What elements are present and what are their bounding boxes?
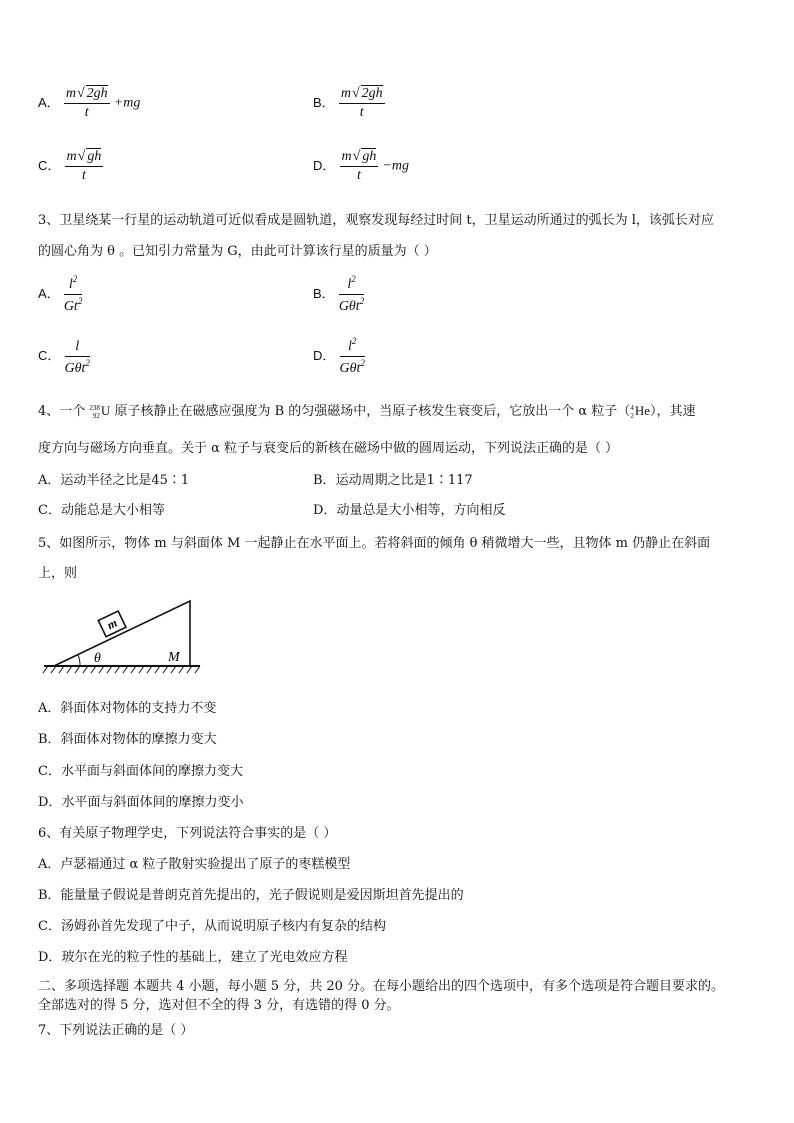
q6-option-c: C．汤姆孙首先发现了中子，从而说明原子核内有复杂的结构 — [38, 919, 386, 934]
fraction: $\frac{m√ 2gh}{t}$ — [340, 86, 383, 120]
q3-option-d — [313, 336, 365, 377]
section2-line2: 全部选对的得 5 分，选对但不全的得 3 分，有选错的得 0 分。 — [38, 998, 400, 1013]
q2-option-b — [313, 86, 385, 121]
q4-option-c: C．动能总是大小相等 — [38, 503, 165, 518]
option-label: A． — [38, 95, 60, 110]
q6-option-a: A．卢瑟福通过 α 粒子散射实验提出了原子的枣糕模型 — [38, 857, 351, 872]
section2-line1: 二、多项选择题 本题共 4 小题，每小题 5 分，共 20 分。在每小题给出的四个选项中，有多个选项是符合题目要求的。 — [38, 979, 725, 994]
q5-option-c: C．水平面与斜面体间的摩擦力变大 — [38, 764, 243, 779]
q2-option-a — [38, 86, 140, 121]
fraction: $\frac{l}{G\theta t^2}$ — [65, 336, 90, 377]
fraction: $\frac{m√ gh}{t}$ — [341, 149, 377, 183]
fraction: $\frac{m√ 2gh}{t}$ — [65, 86, 108, 120]
q4-option-a: A．运动半径之比是45∶1 — [38, 473, 190, 488]
q4-option-b: B．运动周期之比是1∶117 — [313, 473, 473, 488]
angle-arc — [78, 655, 80, 666]
q5-option-a: A．斜面体对物体的支持力不变 — [38, 701, 217, 716]
q4-stem-line1: 4、一个 238 92U 原子核静止在磁感应强度为 B 的匀强磁场中，当原子核发生衰变后，它放出一个 α 粒子（4 2He），其速 — [38, 403, 696, 421]
q3-stem-line1: 3、卫星绕某一行星的运动轨道可近似看成是圆轨道，观察发现每经过时间 t，卫星运动所通过的弧长为 l，该弧长对应 — [38, 213, 714, 228]
q7-stem: 7、下列说法正确的是（ ） — [38, 1023, 194, 1038]
fraction: $\frac{m√ gh}{t}$ — [66, 149, 102, 183]
option-label: D． — [313, 158, 336, 173]
option-label: D． — [313, 348, 336, 363]
fraction-tail: +mg — [113, 95, 141, 111]
option-label: B． — [313, 286, 335, 301]
q6-option-b: B．能量量子假说是普朗克首先提出的，光子假说则是爱因斯坦首先提出的 — [38, 888, 464, 903]
fraction-tail: −mg — [382, 158, 410, 174]
q4-option-d: D．动量总是大小相等，方向相反 — [313, 503, 506, 518]
q3-option-c — [38, 336, 90, 377]
q3-option-a — [38, 274, 82, 315]
option-label: C． — [38, 348, 61, 363]
ground-hatching — [43, 666, 200, 673]
q4-stem-line2: 度方向与磁场方向垂直。关于 α 粒子与衰变后的新核在磁场中做的圆周运动，下列说法正确的是（ ） — [38, 441, 619, 456]
q5-option-b: B．斜面体对物体的摩擦力变大 — [38, 732, 217, 747]
q3-option-b — [313, 274, 364, 315]
angle-label: θ — [94, 651, 101, 666]
option-label: C． — [38, 158, 61, 173]
option-label: B． — [313, 95, 335, 110]
option-label: A． — [38, 286, 60, 301]
block-label: m — [104, 615, 120, 633]
fraction: $\frac{l^2}{G\theta t^2}$ — [338, 274, 365, 314]
q6-stem: 6、有关原子物理学史，下列说法符合事实的是（ ） — [38, 826, 337, 841]
incline-diagram — [40, 596, 205, 678]
q3-stem-line2: 的圆心角为 θ 。已知引力常量为 G，由此可计算该行星的质量为（ ） — [38, 244, 437, 259]
q2-option-c — [38, 149, 103, 184]
q6-option-d: D．玻尔在光的粒子性的基础上，建立了光电效应方程 — [38, 950, 348, 965]
wedge-label: M — [168, 650, 180, 665]
q5-stem-line2: 上，则 — [38, 566, 78, 581]
fraction: $\frac{l^2}{Gt^2}$ — [63, 274, 83, 314]
helium-nuclide: 4 2He — [630, 403, 650, 421]
uranium-nuclide: 238 92U — [89, 403, 111, 421]
q5-stem-line1: 5、如图所示，物体 m 与斜面体 M 一起静止在水平面上。若将斜面的倾角 θ 稍微增大一些，且物体 m 仍静止在斜面 — [38, 536, 711, 551]
q5-option-d: D．水平面与斜面体间的摩擦力变小 — [38, 795, 244, 810]
q2-option-d — [313, 149, 409, 184]
fraction: $\frac{l^2}{G\theta t^2}$ — [339, 336, 365, 376]
